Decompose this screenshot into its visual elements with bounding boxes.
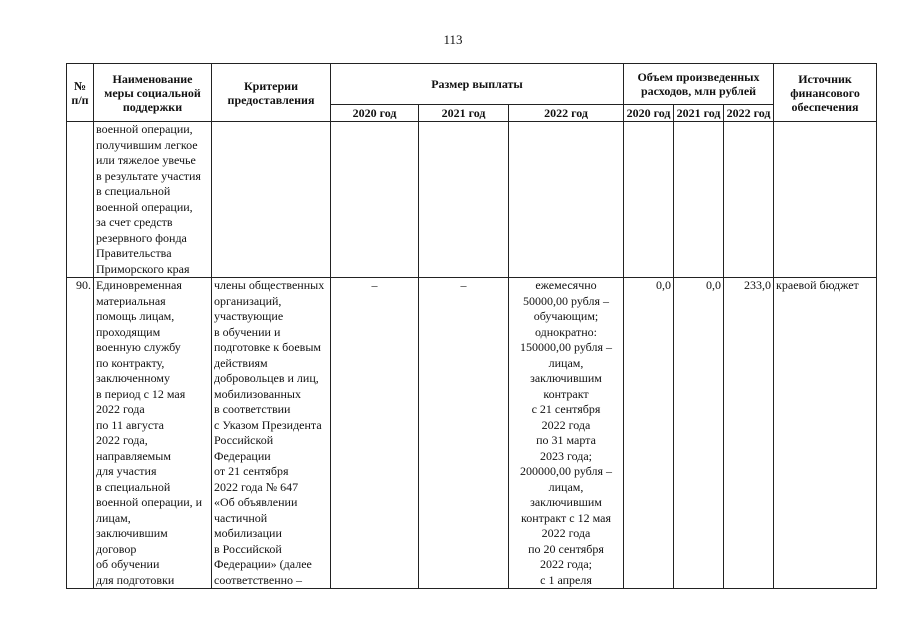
row-source: краевой бюджет [774, 278, 877, 589]
row-pay-2022: ежемесячно 50000,00 рубля – обучающим; однократно: 150000,00 рубля – лицам, заключившим контракт с 21 сентября 2022 года по 31 марта 2023 года; 200000,00 рубля – лицам, заключившим контракт с 12 мая 2022 года по 20 сентября 2022 года; с 1 апреля [509, 278, 624, 589]
row-name: Единовременная материальная помощь лицам, проходящим военную службу по контракту, заключенному в период с 12 мая 2022 года по 11 августа 2022 года, направляемым для участия в специальной военной операции, и лицам, заключившим договор об обучении для подготовки [94, 278, 212, 589]
header-payment-2021: 2021 год [419, 105, 509, 122]
row-exp-2021: 0,0 [674, 278, 724, 589]
header-payment-2020: 2020 год [331, 105, 419, 122]
social-support-table [66, 63, 877, 589]
row-exp-2022: 233,0 [724, 278, 774, 589]
row-criteria [212, 122, 331, 278]
row-exp-2020 [624, 122, 674, 278]
row-pay-2022 [509, 122, 624, 278]
header-num: № п/п [67, 64, 94, 122]
row-exp-2021 [674, 122, 724, 278]
row-source [774, 122, 877, 278]
table-header-row [67, 64, 877, 105]
header-source: Источник финансового обеспечения [774, 64, 877, 122]
header-payment-2022: 2022 год [509, 105, 624, 122]
row-pay-2021 [419, 122, 509, 278]
row-criteria: члены общественных организаций, участвующие в обучении и подготовке к боевым действиям добровольцев и лиц, мобилизованных в соответствии с Указом Президента Российской Федерации от 21 сентября 2022 года № 647 «Об объявлении частичной мобилизации в Российской Федерации» (далее соответственно – [212, 278, 331, 589]
header-payment: Размер выплаты [331, 64, 624, 105]
row-num [67, 122, 94, 278]
header-name: Наименование меры социальной поддержки [94, 64, 212, 122]
row-exp-2020: 0,0 [624, 278, 674, 589]
row-pay-2021: – [419, 278, 509, 589]
row-name: военной операции, получившим легкое или тяжелое увечье в результате участия в специальной военной операции, за счет средств резервного фонда Правительства Приморского края [94, 122, 212, 278]
header-expenses: Объем произведенных расходов, млн рублей [624, 64, 774, 105]
table-row [67, 278, 877, 589]
table-row [67, 122, 877, 278]
row-exp-2022 [724, 122, 774, 278]
header-expense-2020: 2020 год [624, 105, 674, 122]
row-pay-2020 [331, 122, 419, 278]
header-criteria: Критерии предоставления [212, 64, 331, 122]
row-pay-2020: – [331, 278, 419, 589]
header-expense-2022: 2022 год [724, 105, 774, 122]
page-number: 113 [443, 32, 463, 47]
row-num: 90. [67, 278, 94, 589]
header-expense-2021: 2021 год [674, 105, 724, 122]
